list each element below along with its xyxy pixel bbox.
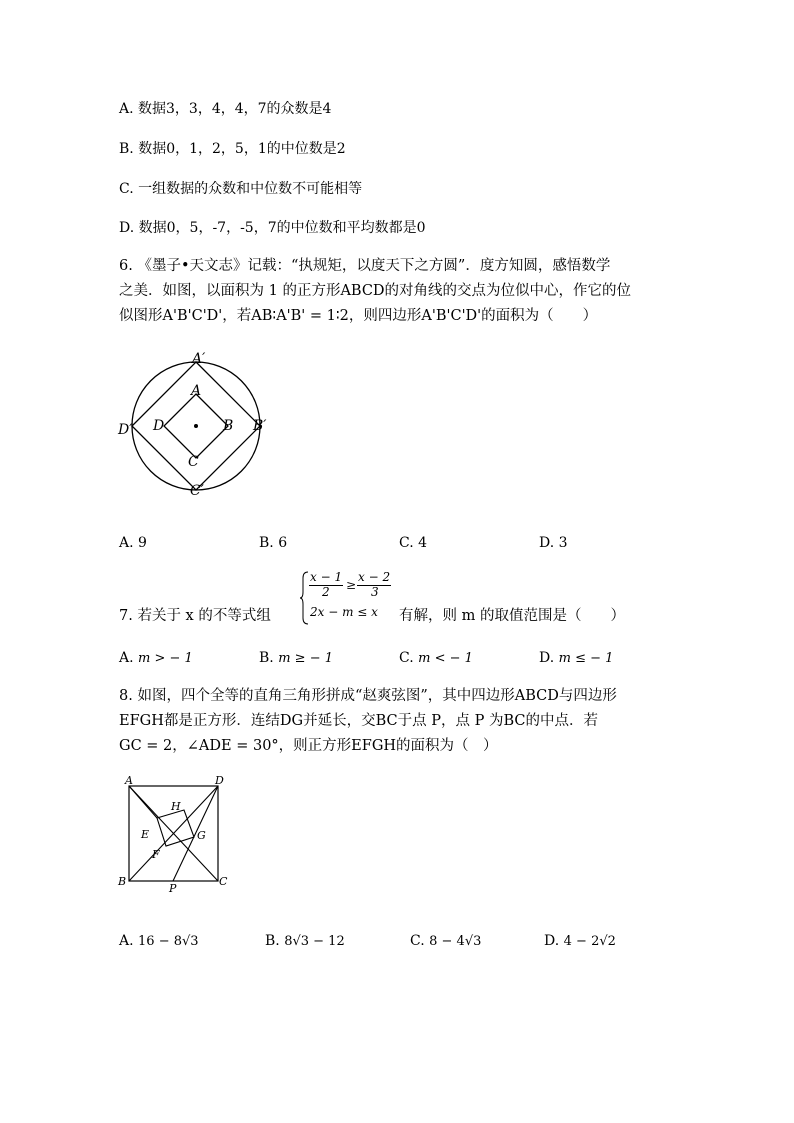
- q8-option-c-math: 8 − 4√3: [429, 934, 482, 949]
- label-b: B: [223, 418, 234, 434]
- ge-sign: ≥: [346, 578, 357, 592]
- q6-stem-line2: 之美．如图，以面积为 1 的正方形ABCD的对角线的交点为位似中心，作它的位: [119, 283, 632, 299]
- label-f: F: [152, 848, 160, 861]
- label-a: A: [125, 774, 133, 787]
- inequality-row2: 2x − m ≤ x: [310, 605, 378, 619]
- q7-stem-suffix: 有解，则 m 的取值范围是（ ）: [399, 608, 625, 624]
- q7-option-a-letter: A.: [119, 650, 134, 666]
- q5-option-d: D. 数据0，5，-7，-5，7的中位数和平均数都是0: [119, 220, 426, 236]
- q7-option-c-math: m < − 1: [418, 651, 473, 666]
- q8-option-d: [544, 931, 616, 952]
- q7-option-c: [399, 648, 473, 669]
- label-c-prime: C′: [190, 483, 204, 499]
- center-point: [194, 424, 198, 428]
- square-efgh: [157, 810, 194, 846]
- label-b-prime: B′: [253, 418, 267, 434]
- q8-stem-line3: GC = 2，∠ADE = 30°，则正方形EFGH的面积为（ ）: [119, 738, 498, 754]
- q8-option-c: [410, 931, 481, 952]
- label-c: C: [188, 454, 199, 470]
- q7-option-b: [259, 648, 333, 669]
- q8-stem-line2: EFGH都是正方形．连结DG并延长，交BC于点 P，点 P 为BC的中点．若: [119, 713, 598, 729]
- label-d: D: [153, 418, 165, 434]
- q7-option-d-letter: D.: [539, 650, 555, 666]
- label-e: E: [141, 828, 150, 841]
- q6-figure: [110, 345, 280, 505]
- q7-option-a-math: m > − 1: [138, 651, 193, 666]
- label-d: D: [215, 774, 224, 787]
- q6-option-d: D. 3: [539, 535, 568, 551]
- label-c: C: [219, 875, 228, 888]
- q8-option-d-letter: D.: [544, 933, 560, 949]
- q7-option-b-letter: B.: [259, 650, 274, 666]
- q8-option-b-math: 8√3 − 12: [284, 934, 345, 949]
- left-brace: [300, 570, 310, 626]
- q5-option-b: B. 数据0，1，2，5，1的中位数是2: [119, 141, 346, 157]
- label-a: A: [191, 383, 202, 399]
- q6-option-a: A. 9: [119, 535, 147, 551]
- fraction1-numerator: x − 1: [310, 570, 343, 584]
- q5-option-c: C. 一组数据的众数和中位数不可能相等: [119, 181, 363, 197]
- q8-option-b-letter: B.: [265, 933, 280, 949]
- q7-option-d-math: m ≤ − 1: [558, 651, 614, 666]
- inequality-system: [300, 570, 395, 626]
- q8-option-d-math: 4 − 2√2: [563, 934, 616, 949]
- q8-stem-line1: 8. 如图，四个全等的直角三角形拼成“赵爽弦图”，其中四边形ABCD与四边形: [119, 688, 617, 704]
- label-b: B: [118, 875, 127, 888]
- fraction1-denominator: 2: [322, 585, 330, 599]
- q6-stem-line1: 6. 《墨子•天文志》记载：“执规矩，以度天下之方圆”．度方知圆，感悟数学: [119, 258, 611, 274]
- q5-option-a: A. 数据3，3，4，4，7的众数是4: [119, 101, 332, 117]
- q7-stem-prefix: 7. 若关于 x 的不等式组: [119, 608, 271, 624]
- fraction2-numerator: x − 2: [358, 570, 391, 584]
- q8-option-a-letter: A.: [119, 933, 134, 949]
- q7-option-d: [539, 648, 613, 669]
- q6-option-c: C. 4: [399, 535, 428, 551]
- fraction2-denominator: 3: [371, 585, 379, 599]
- line-a-e: [129, 786, 157, 818]
- label-d-prime: D′: [118, 422, 133, 438]
- label-p: P: [169, 882, 177, 895]
- q7-option-c-letter: C.: [399, 650, 414, 666]
- label-h: H: [171, 800, 181, 813]
- q8-option-b: [265, 931, 345, 952]
- q7-option-a: [119, 648, 193, 669]
- q8-figure: [115, 775, 235, 895]
- q8-option-a-math: 16 − 8√3: [138, 934, 199, 949]
- q6-option-b: B. 6: [259, 535, 288, 551]
- q8-option-a: [119, 931, 199, 952]
- q8-option-c-letter: C.: [410, 933, 425, 949]
- q6-stem-line3: 似图形A'B'C'D'，若AB∶A'B' = 1∶2，则四边形A'B'C'D'的面积为（ ）: [119, 308, 598, 324]
- q7-option-b-math: m ≥ − 1: [278, 651, 333, 666]
- label-a-prime: A′: [192, 351, 206, 367]
- label-g: G: [197, 829, 206, 842]
